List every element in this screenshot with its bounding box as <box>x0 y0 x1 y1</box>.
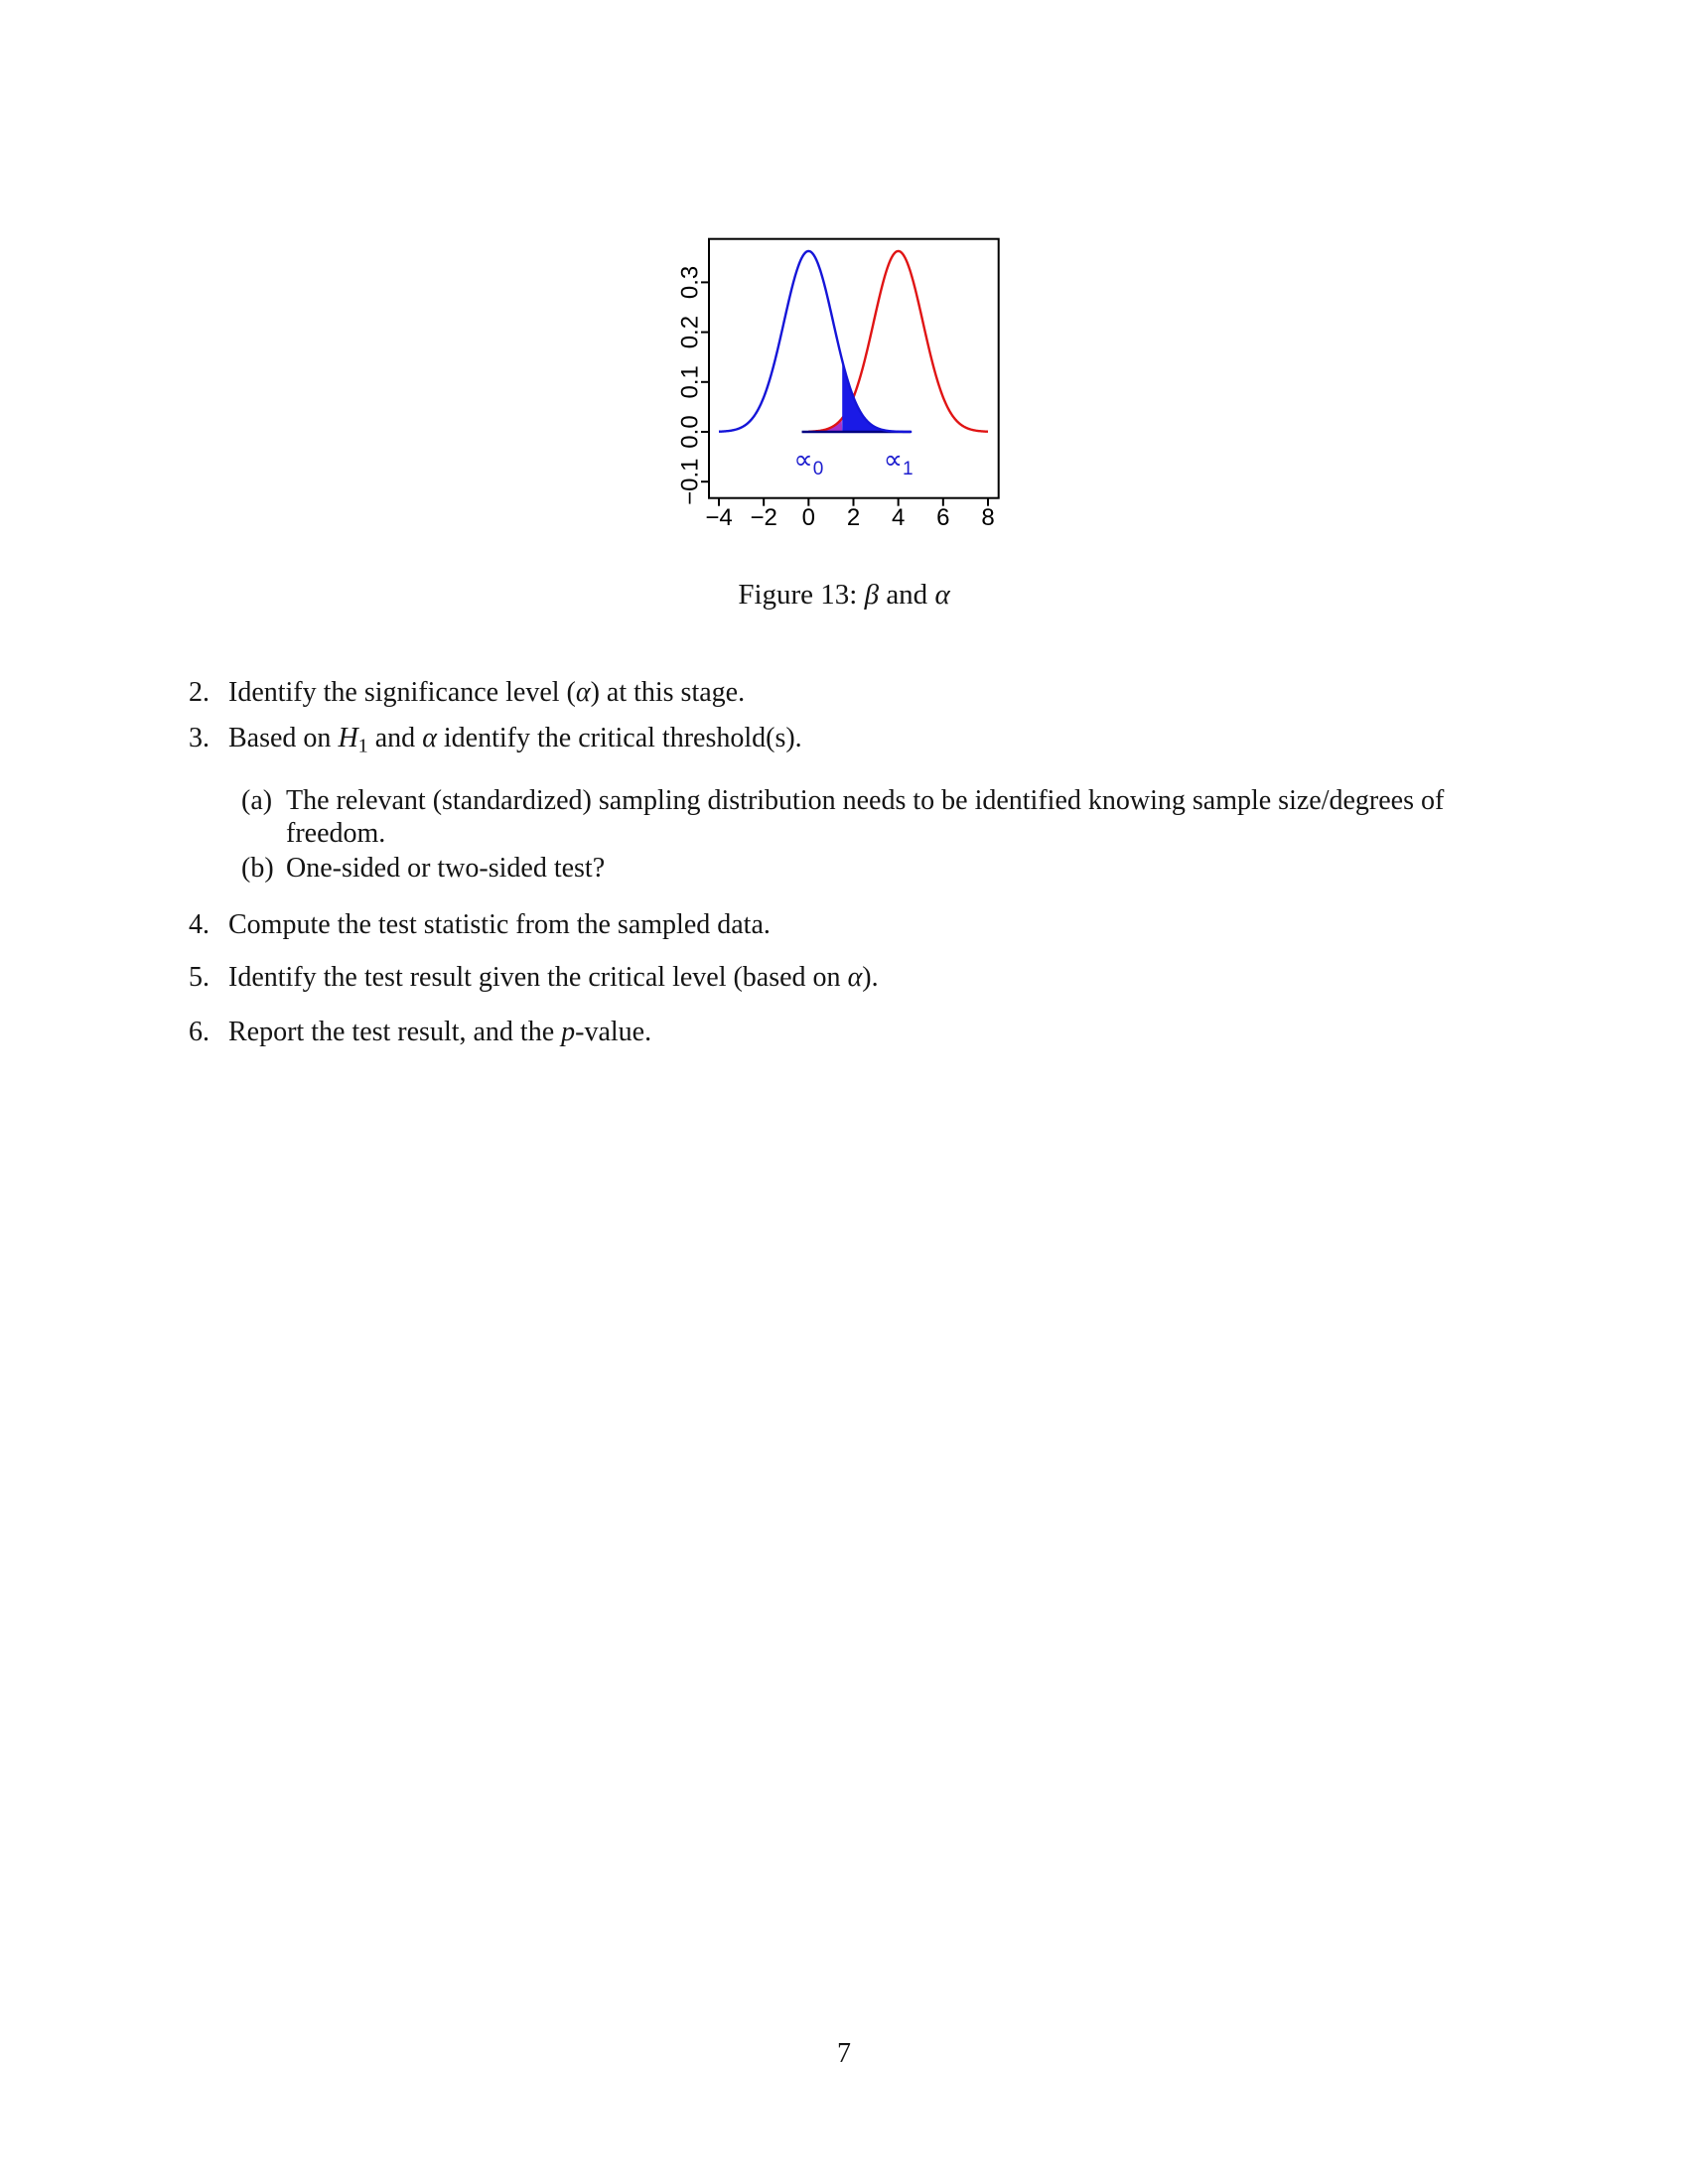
figure-caption-prefix: Figure 13: <box>738 579 865 611</box>
list-item-text <box>286 784 1444 850</box>
mu-0-annotation: $\propto_0$ <box>793 445 824 480</box>
text-segment: identify the critical threshold(s). <box>436 723 802 753</box>
text-segment: freedom. <box>286 818 386 849</box>
list-item-text <box>228 961 879 994</box>
x-axis-tick-label: 8 <box>981 504 995 531</box>
y-axis-tick-label: −0.1 <box>676 458 704 505</box>
math-segment: H <box>338 723 358 753</box>
text-segment: Identify the test result given the critical level (based on <box>228 962 848 993</box>
plot-frame <box>709 239 999 498</box>
list-item-label: (a) <box>241 785 273 816</box>
text-segment: Identify the significance level ( <box>228 677 576 708</box>
page-number: 7 <box>837 2038 851 2069</box>
math-segment: p <box>561 1017 576 1047</box>
alternative-curve <box>808 251 988 432</box>
beta-symbol: β <box>864 579 880 611</box>
list-item-6 <box>189 1016 651 1048</box>
text-segment: Compute the test statistic from the sampled data. <box>228 909 771 940</box>
y-axis-tick-label: 0.0 <box>676 415 704 449</box>
math-segment: 1 <box>357 735 368 757</box>
list-item-label: 2. <box>189 677 210 708</box>
list-item-3 <box>189 722 802 763</box>
list-item-text <box>228 676 745 709</box>
list-item-5 <box>189 961 879 994</box>
list-item-label: 6. <box>189 1017 210 1047</box>
list-item-label: 5. <box>189 962 210 993</box>
y-axis-tick-label: 0.2 <box>676 315 704 349</box>
null-curve <box>719 251 912 432</box>
text-segment: -value. <box>575 1017 652 1047</box>
list-item-text <box>286 852 605 885</box>
x-axis-tick-label: −4 <box>705 504 733 531</box>
x-axis-tick-label: −2 <box>750 504 777 531</box>
x-axis-tick-label: 0 <box>801 504 816 531</box>
text-segment: ) at this stage. <box>590 677 746 708</box>
x-axis-tick-label: 6 <box>936 504 950 531</box>
text-segment: Based on <box>228 723 339 753</box>
list-item-label: 4. <box>189 909 210 940</box>
list-item-a <box>241 784 1444 850</box>
text-segment: Report the test result, and the <box>228 1017 562 1047</box>
x-axis-tick-label: 4 <box>891 504 906 531</box>
list-item-text <box>228 908 771 941</box>
text-segment: and <box>367 723 423 753</box>
math-segment: α <box>575 677 591 708</box>
alpha-symbol: α <box>934 579 950 611</box>
mu-1-annotation: $\propto_1$ <box>883 445 914 480</box>
math-segment: α <box>422 723 437 753</box>
figure-caption <box>0 579 1688 612</box>
math-segment: α <box>847 962 863 993</box>
list-item-label: 3. <box>189 723 210 753</box>
text-segment: The relevant (standardized) sampling distribution needs to be identified knowing sample size/degrees of <box>286 785 1445 816</box>
list-item-2 <box>189 676 745 709</box>
text-segment: One-sided or two-sided test? <box>286 853 606 884</box>
distribution-plot <box>655 213 1043 541</box>
text-segment: ). <box>862 962 879 993</box>
list-item-text <box>228 1016 651 1048</box>
y-axis-tick-label: 0.1 <box>676 365 704 399</box>
list-item-label: (b) <box>241 853 274 884</box>
list-item-text <box>228 722 802 763</box>
list-item-b <box>241 852 605 885</box>
figure-plot-svg <box>655 213 1043 541</box>
y-axis-tick-label: 0.3 <box>676 265 704 300</box>
list-item-4 <box>189 908 771 941</box>
figure-caption-mid: and <box>879 579 935 611</box>
x-axis-tick-label: 2 <box>846 504 861 531</box>
